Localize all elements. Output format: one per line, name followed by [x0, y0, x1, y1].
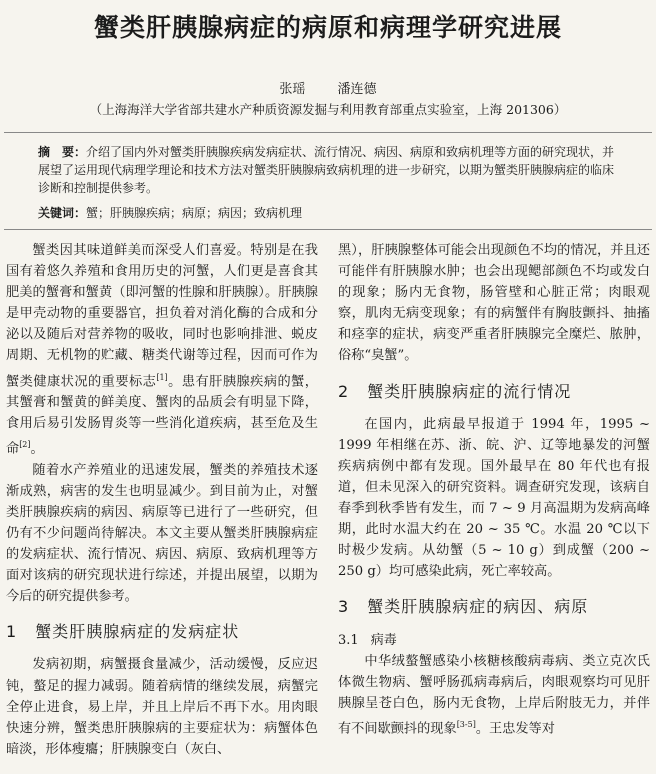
intro-paragraph-1: 蟹类因其味道鲜美而深受人们喜爱。特别是在我国有着悠久养殖和食用历史的河蟹，人们更是喜食其肥美的蟹膏和蟹黄（即河蟹的性腺和肝胰腺）。肝胰腺是甲壳动物的重要器官，担负着对消化酶的合成和分泌以及随后对营养物的吸收，同时也影响排泄、蜕皮周期、无机物的贮藏、糖类代谢等过程，因而可作为蟹类健康状况的重要标志[1]。患有肝胰腺疾病的蟹，其蟹膏和蟹黄的鲜美度、蟹肉的品质会有明显下降，食用后易引发肠胃炎等一些消化道疾病，甚至危及生命[2]。 [6, 243, 318, 457]
section-heading-3: 3 蟹类肝胰腺病症的病因、病原 [338, 597, 589, 617]
divider-bottom [4, 229, 652, 230]
left-column [6, 240, 318, 760]
section-heading-1: 1 蟹类肝胰腺病症的发病症状 [6, 622, 240, 642]
authors: 张瑶 潘连德 [279, 82, 377, 97]
section-heading-2: 2 蟹类肝胰腺病症的流行情况 [338, 381, 572, 401]
section-2-paragraph: 在国内，此病最早报道于 1994 年，1995 ~ 1999 年相继在苏、浙、皖、沪、辽等地暴发的河蟹疾病病例中都有发现。国外最早在 80 年代也有报道，但未见深入的研究资料。调查研究发现，该病自春季到秋季皆有发生，而 7 ~ 9 月高温期为发病高峰期，此时水温大约在 20 ~ 35 ℃。水温 20 ℃以下时极少发病。从幼蟹（5 ~ 10 g）到成蟹（200 ~ 250 g）均可感染此病，死亡率较高。 [338, 416, 650, 580]
abstract-label: 摘 要： [38, 145, 87, 159]
section-1-paragraph: 发病初期，病蟹摄食量减少，活动缓慢，反应迟钝，螯足的握力减弱。随着病情的继续发展，病蟹完全停止进食，易上岸，并且上岸后不再下水。用肉眼快速分辨，蟹类患肝胰腺病的主要症状为：病蟹体色暗淡，形体瘦癟；肝胰腺变白（灰白、 [6, 657, 318, 757]
keywords-label: 关键词： [38, 206, 87, 220]
divider-top [4, 132, 652, 133]
citation-3[interactable]: [3-5] [456, 719, 476, 729]
abstract [38, 143, 618, 197]
subsection-heading-3-1: 3.1 病毒 [338, 632, 397, 648]
paper-title: 蟹类肝胰腺病症的病原和病理学研究进展 [93, 13, 562, 42]
citation-1[interactable]: [1] [156, 372, 168, 382]
right-column [338, 240, 650, 739]
affiliation: （上海海洋大学省部共建水产种质资源发掘与利用教育部重点实验室，上海 201306） [89, 102, 567, 117]
section-1-continued: 黑），肝胰腺整体可能会出现颜色不均的情况，并且还可能伴有肝胰腺水肿；也会出现鳃部颜色不均或发白的现象；肠内无食物，肠管壁和心脏正常；肉眼观察，肌肉无病变现象；有的病蟹伴有胸肢颤抖、抽搐和痉挛的症状，病变严重者肝胰腺完全糜烂、脓肿，俗称“臭蟹”。 [338, 243, 650, 364]
citation-2[interactable]: [2] [19, 440, 31, 450]
keywords-text: 蟹；肝胰腺疾病；病原；病因；致病机理 [86, 206, 303, 220]
section-3-1-paragraph: 中华绒螯蟹感染小核糖核酸病毒病、类立克次氏体微生物病、蟹呼肠孤病毒病后，肉眼观察均可见肝胰腺呈苍白色，肠内无食物，上岸后附肢无力，并伴有不间歇颤抖的现象[3-5]。王忠发等对 [338, 653, 650, 737]
abstract-text: 介绍了国内外对蟹类肝胰腺疾病发病症状、流行情况、病因、病原和致病机理等方面的研究现状，并展望了运用现代病理学理论和技术方法对蟹类肝胰腺病致病机理的进一步研究，以期为蟹类肝胰腺病症的临床诊断和控制提供参考。 [38, 145, 615, 195]
intro-paragraph-2: 随着水产养殖业的迅速发展，蟹类的养殖技术逐渐成熟，病害的发生也明显减少。到目前为止，对蟹类肝胰腺疾病的病因、病原等已进行了一些研究，但仍有不少问题尚待解决。本文主要从蟹类肝胰腺病症的发病症状、流行情况、病因、病原、致病机理等方面对该病的研究现状进行综述，并提出展望，以期为今后的研究提供参考。 [6, 462, 318, 605]
keywords [38, 204, 618, 221]
